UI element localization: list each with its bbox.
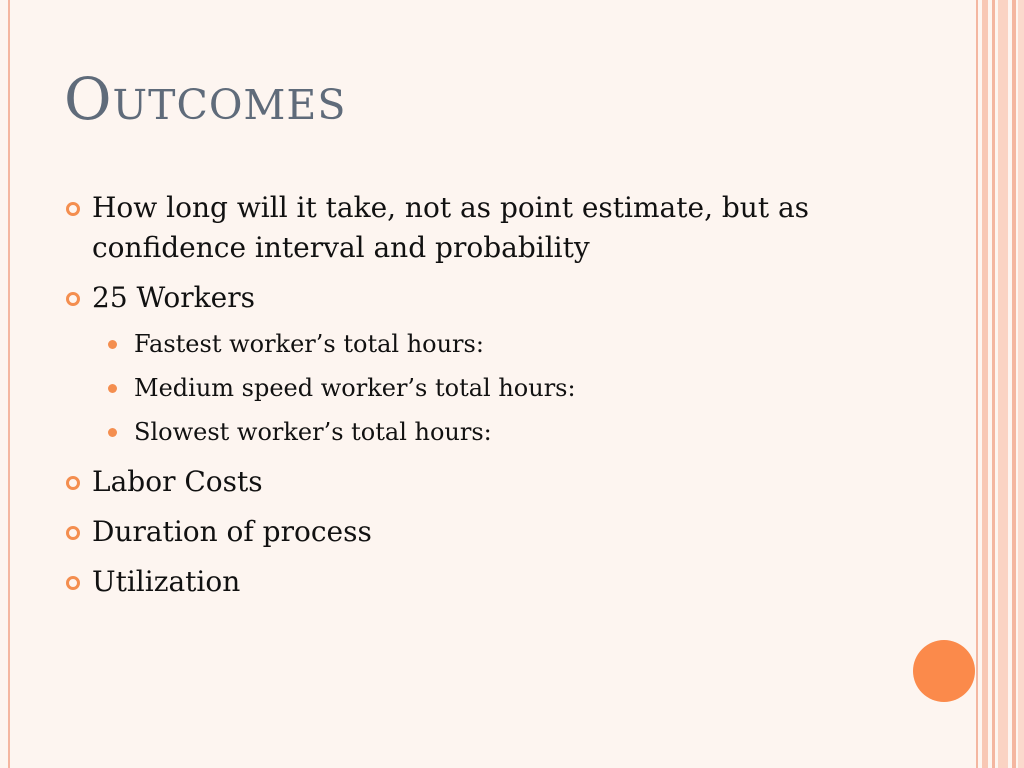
- stripe: [1018, 0, 1024, 768]
- stripe: [976, 0, 978, 768]
- left-border-line: [8, 0, 10, 768]
- sub-bullet-item: [92, 324, 884, 364]
- sub-bullet-text: Medium speed worker’s total hours:: [134, 374, 576, 402]
- bullet-item: [64, 278, 884, 452]
- sub-bullet-item: [92, 368, 884, 408]
- sub-bullet-item: [92, 412, 884, 452]
- stripe: [992, 0, 995, 768]
- bullet-item: [64, 462, 884, 502]
- ring-bullet-icon: [66, 476, 80, 490]
- dot-bullet-icon: [108, 428, 117, 437]
- bullet-item: [64, 512, 884, 552]
- bullet-text: Labor Costs: [92, 465, 263, 498]
- bullet-item: [64, 188, 884, 268]
- dot-bullet-icon: [108, 340, 117, 349]
- bullet-text: 25 Workers: [92, 281, 255, 314]
- bullet-text: How long will it take, not as point estimate, but as confidence interval and probability: [92, 191, 810, 264]
- ring-bullet-icon: [66, 526, 80, 540]
- ring-bullet-icon: [66, 292, 80, 306]
- stripe: [982, 0, 988, 768]
- stripe: [1012, 0, 1016, 768]
- orange-circle-decoration: [913, 640, 975, 702]
- ring-bullet-icon: [66, 202, 80, 216]
- bullet-text: Utilization: [92, 565, 241, 598]
- sub-bullet-list: [92, 324, 884, 452]
- right-decorative-stripes: [976, 0, 1024, 768]
- bullet-list: [64, 188, 884, 612]
- ring-bullet-icon: [66, 576, 80, 590]
- stripe: [998, 0, 1008, 768]
- slide-title: Outcomes: [64, 65, 347, 133]
- sub-bullet-text: Slowest worker’s total hours:: [134, 418, 492, 446]
- bullet-item: [64, 562, 884, 602]
- dot-bullet-icon: [108, 384, 117, 393]
- sub-bullet-text: Fastest worker’s total hours:: [134, 330, 484, 358]
- bullet-text: Duration of process: [92, 515, 372, 548]
